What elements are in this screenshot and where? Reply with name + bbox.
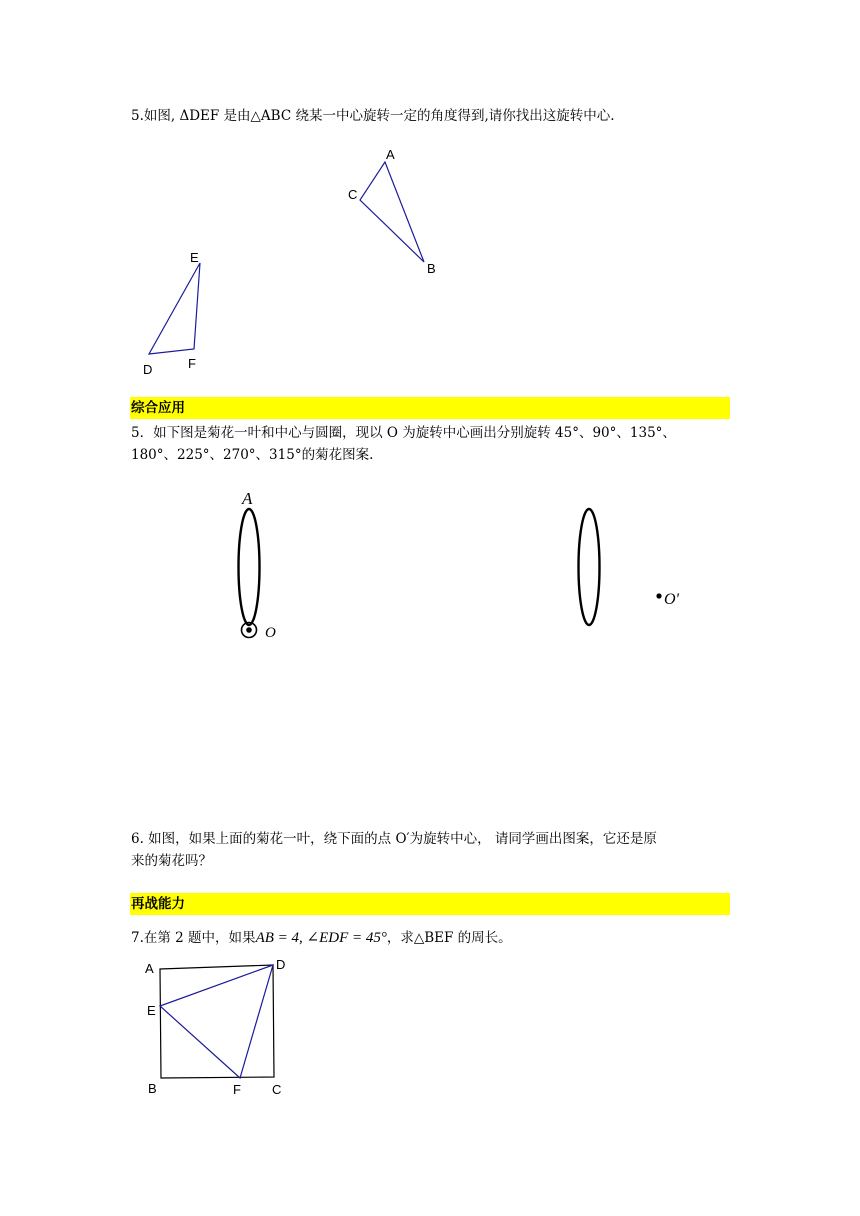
label-a: A <box>386 147 395 162</box>
sq-label-f: F <box>233 1082 241 1097</box>
sq-label-c: C <box>272 1082 282 1097</box>
sq-label-b: B <box>148 1081 157 1096</box>
question-7-formula: AB = 4, ∠EDF = 45° <box>255 930 387 946</box>
label-b: B <box>427 261 436 276</box>
label-petal-a: A <box>242 489 253 508</box>
question-5-flower-line2: 180°、225°、270°、315°的菊花图案. <box>131 447 374 463</box>
question-5-rotation-text: 5.如图, ΔDEF 是由△ABC 绕某一中心旋转一定的角度得到,请你找出这旋转中心. <box>131 108 615 124</box>
label-f: F <box>188 356 196 371</box>
triangle-def-in-square <box>160 965 273 1078</box>
sq-label-a: A <box>145 961 154 976</box>
label-o: O <box>265 625 276 641</box>
question-6-line2: 来的菊花吗？ <box>131 853 212 869</box>
label-e: E <box>190 250 199 265</box>
question-5-flower-line1: 5．如下图是菊花一叶和中心与圆圈，现以 O 为旋转中心画出分别旋转 45°、90°、135°、 <box>131 425 676 441</box>
label-c: C <box>348 187 358 202</box>
question-7-prefix: 7.在第 2 题中，如果 <box>131 930 256 946</box>
section-header-comprehensive: 综合应用 <box>130 397 730 419</box>
sq-label-d: D <box>276 957 286 972</box>
question-6-line1: 6. 如图，如果上面的菊花一叶，绕下面的点 O′为旋转中心， 请同学画出图案，它还是原 <box>131 831 657 847</box>
label-d: D <box>143 362 153 377</box>
sq-label-e: E <box>147 1003 156 1018</box>
label-o-prime: O' <box>664 591 679 608</box>
section-header-challenge: 再战能力 <box>130 893 730 915</box>
question-7-suffix: ，求△BEF 的周长。 <box>386 930 512 946</box>
